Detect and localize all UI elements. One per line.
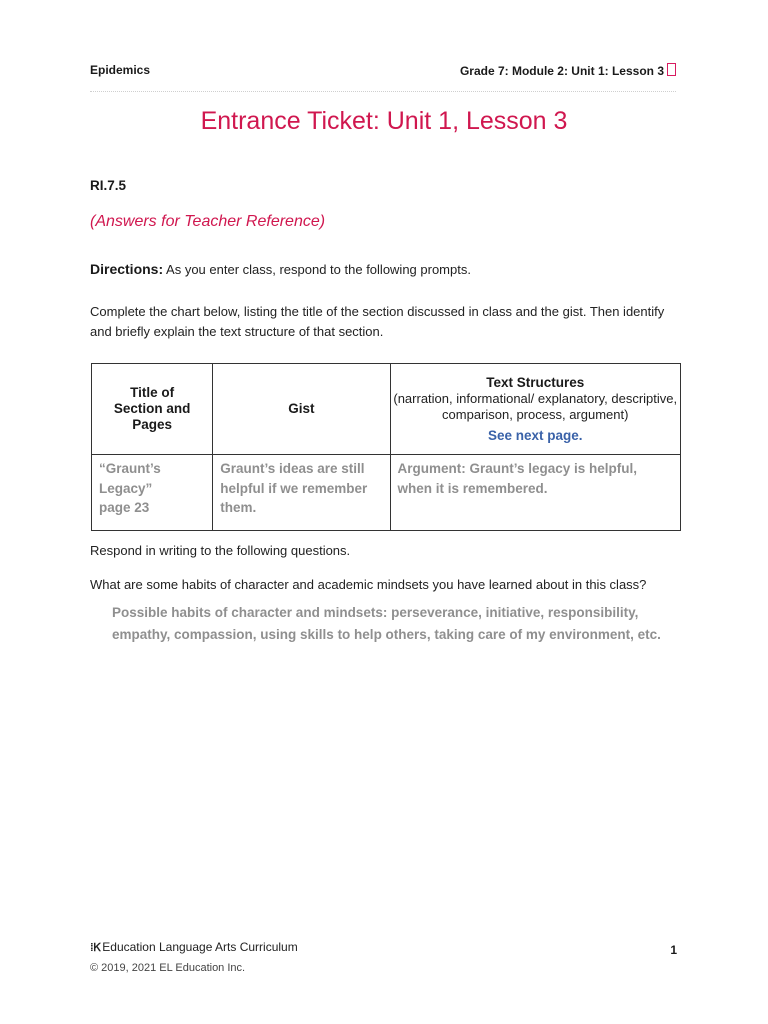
header-gist-label: Gist	[288, 401, 315, 416]
question-answer: Possible habits of character and mindsets: perseverance, initiative, responsibility, empathy, compassion, using skills to help others, taking care of my environment, etc.	[112, 605, 661, 642]
row-gist-cell: Graunt’s ideas are still helpful if we remember them.	[213, 455, 390, 531]
directions-label: Directions:	[90, 261, 164, 277]
header-title-cell	[92, 364, 213, 455]
standard-code: RI.7.5	[90, 178, 127, 193]
row-structure-cell: Argument: Graunt’s legacy is helpful, when it is remembered.	[390, 455, 681, 531]
header-gist-cell	[213, 364, 390, 455]
table-row	[92, 455, 681, 531]
gist-chart-table	[91, 363, 681, 531]
answers-note: (Answers for Teacher Reference)	[90, 213, 326, 230]
header-structure-cell	[390, 364, 681, 455]
see-next-page-link[interactable]: See next page.	[487, 427, 583, 443]
header-lesson-label: Grade 7: Module 2: Unit 1: Lesson 3	[459, 64, 664, 78]
header-title-label: Title of Section and Pages	[113, 385, 191, 432]
header-divider	[90, 91, 676, 92]
row-section-title: “Graunt’s Legacy”	[99, 461, 161, 496]
row-pages: page 23	[99, 500, 150, 515]
row-title-cell	[92, 455, 213, 531]
copyright: © 2019, 2021 EL Education Inc.	[90, 962, 246, 974]
el-logo-icon: ⁞Ꮶ	[90, 942, 102, 954]
question-text: What are some habits of character and academic mindsets you have learned about in this class?	[90, 577, 647, 592]
bookmark-icon	[667, 63, 676, 76]
logo-text: Education Language Arts Curriculum	[102, 940, 298, 954]
header-lesson-info	[460, 63, 676, 78]
page-number: 1	[670, 943, 677, 957]
header-structure-label: Text Structures	[486, 374, 585, 390]
directions	[90, 261, 471, 277]
directions-text: As you enter class, respond to the following prompts.	[166, 262, 471, 277]
chart-instructions: Complete the chart below, listing the title of the section discussed in class and the gist. Then identify and briefly explain the text structure of that section.	[90, 304, 665, 339]
header-unit-title: Epidemics	[90, 63, 151, 77]
respond-prompt: Respond in writing to the following questions.	[90, 543, 351, 558]
table-header-row	[92, 364, 681, 455]
el-education-logo	[90, 940, 298, 955]
header-structure-options: (narration, informational/ explanatory, descriptive, comparison, process, argument)	[393, 390, 678, 422]
page-title: Entrance Ticket: Unit 1, Lesson 3	[200, 107, 568, 135]
